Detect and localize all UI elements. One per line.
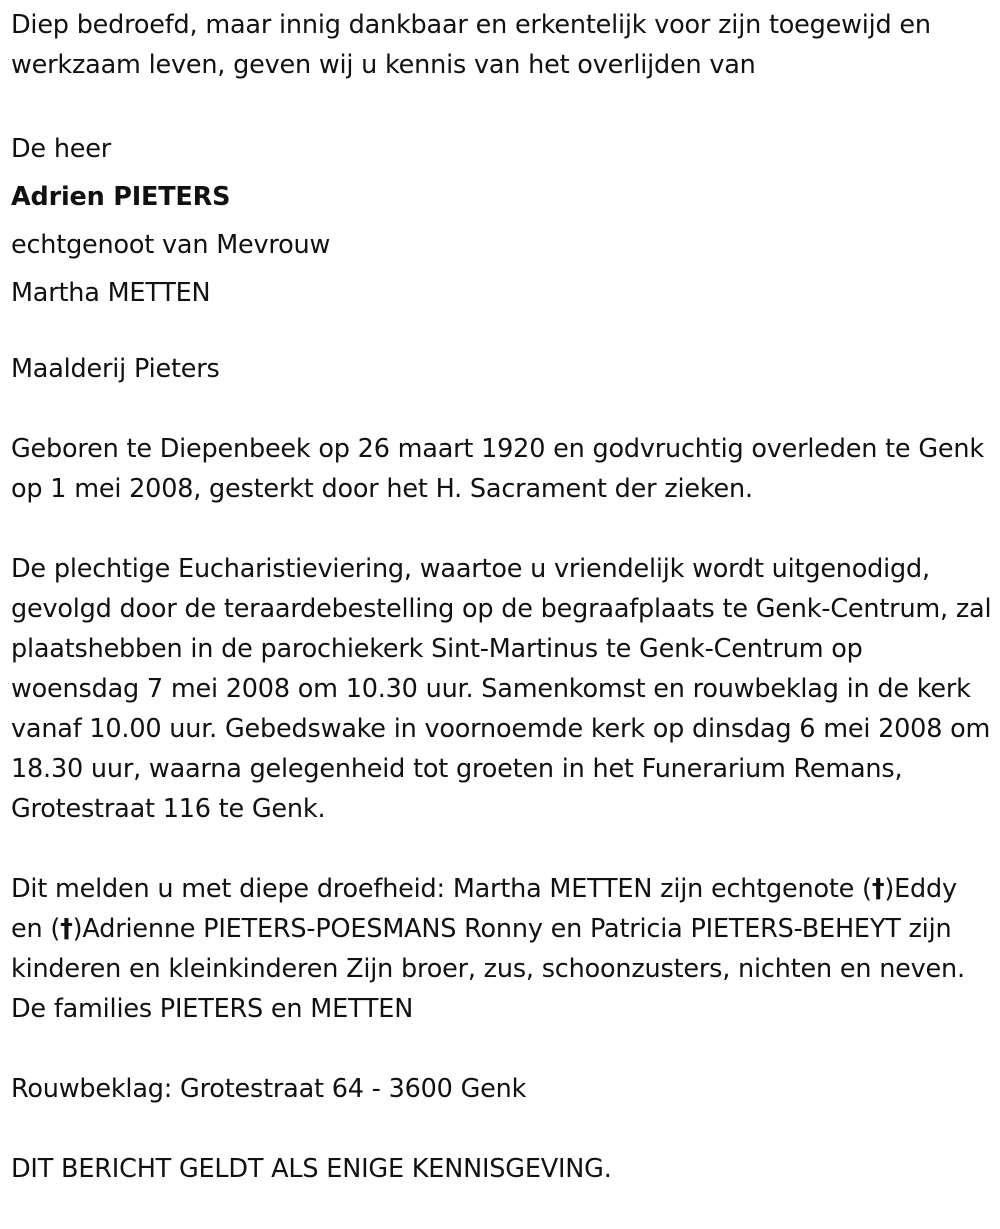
deceased-block (11, 125, 996, 317)
condolence-address: Rouwbeklag: Grotestraat 64 - 3600 Genk (11, 1074, 527, 1104)
birth-death-paragraph: Geboren te Diepenbeek op 26 maart 1920 en godvruchtig overleden te Genk op 1 mei 2008, gesterkt door het H. Sacrament der zieken. (11, 434, 984, 504)
obituary-document (11, 5, 996, 1229)
family-text-2: )Eddy en ( (11, 874, 957, 944)
company-line: Maalderij Pieters (11, 354, 220, 384)
salutation: De heer (11, 134, 112, 164)
spouse-name: Martha METTEN (11, 278, 211, 308)
spouse-line: echtgenoot van Mevrouw (11, 230, 331, 260)
deceased-name: Adrien PIETERS (11, 182, 231, 212)
ceremony-paragraph: De plechtige Eucharistieviering, waartoe u vriendelijk wordt uitgenodigd, gevolgd door de teraardebestelling op de begraafplaats te Genk-Centrum, zal plaatshebben in de parochiekerk Sint-Martinus te Genk-Centrum op woensdag 7 mei 2008 om 10.30 uur. Samenkomst en rouwbeklag in de kerk vanaf 10.00 uur. Gebedswake in voornoemde kerk op dinsdag 6 mei 2008 om 18.30 uur, waarna gelegenheid tot groeten in het Funerarium Remans, Grotestraat 116 te Genk. (11, 554, 992, 824)
family-text-3: )Adrienne PIETERS-POESMANS Ronny en Patricia PIETERS-BEHEYT zijn kinderen en kleinkinderen Zijn broer, zus, schoonzusters, nichten en neven. De families PIETERS en METTEN (11, 914, 965, 1024)
notice-line: DIT BERICHT GELDT ALS ENIGE KENNISGEVING. (11, 1154, 612, 1184)
family-text-1: Dit melden u met diepe droefheid: Martha METTEN zijn echtgenote ( (11, 874, 872, 904)
cross-icon: † (60, 914, 73, 944)
intro-paragraph: Diep bedroefd, maar innig dankbaar en erkentelijk voor zijn toegewijd en werkzaam leven, geven wij u kennis van het overlijden van (11, 10, 931, 80)
family-paragraph (11, 869, 996, 1029)
cross-icon: † (871, 874, 885, 904)
